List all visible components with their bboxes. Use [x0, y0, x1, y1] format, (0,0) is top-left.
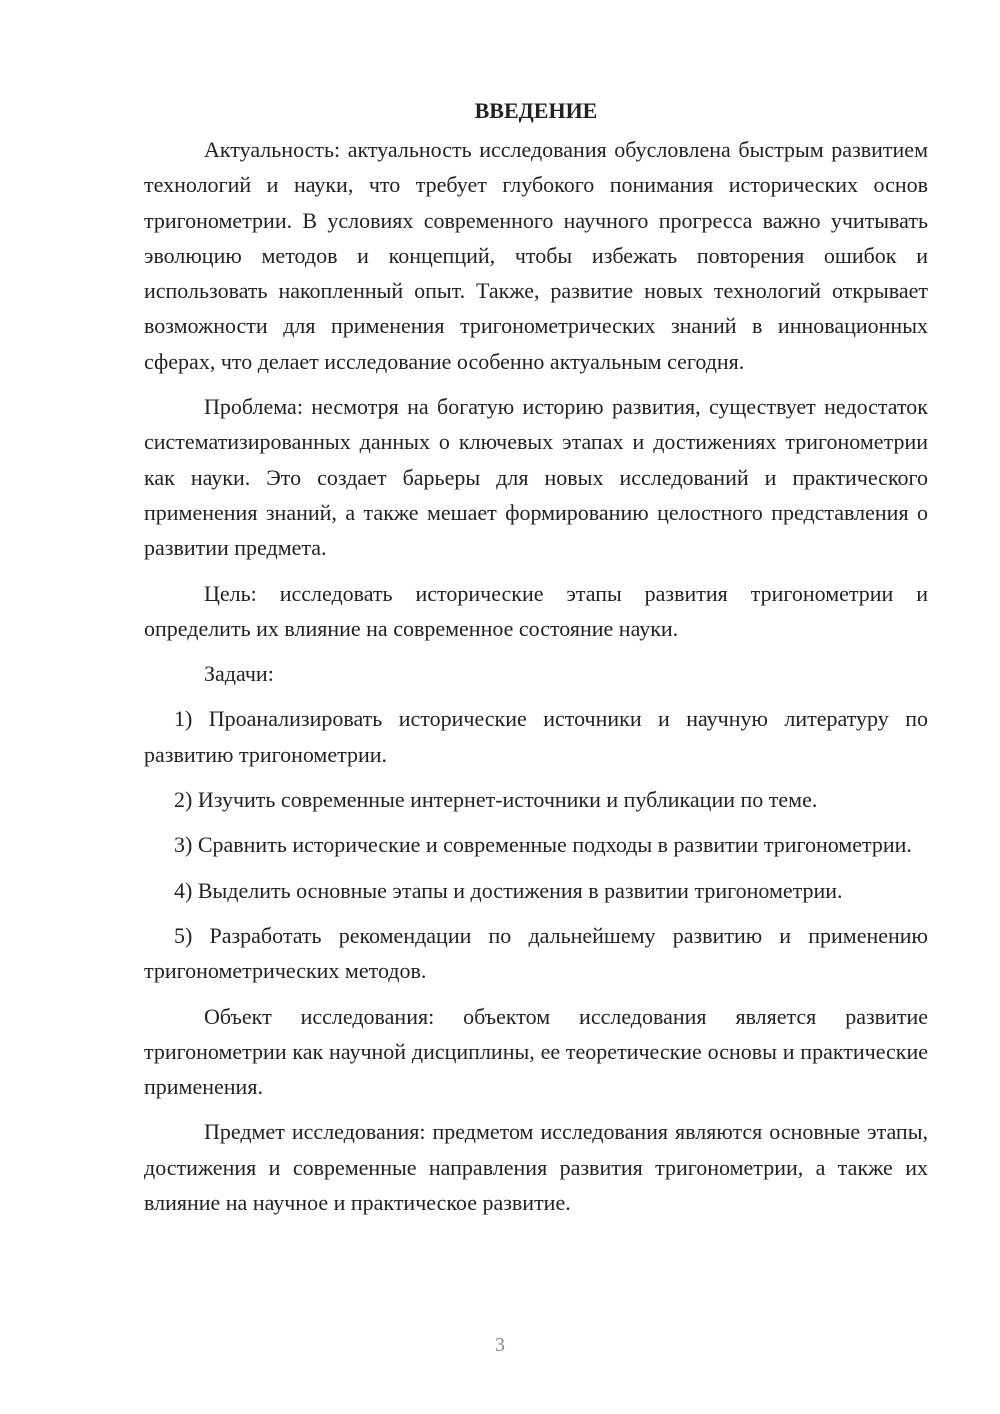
task-item-5: 5) Разработать рекомендации по дальнейшему развитию и применению тригонометрических методов. [144, 922, 928, 984]
paragraph-object: Объект исследования: объектом исследования является развитие тригонометрии как научной дисциплины, ее теоретические основы и практические применения. [144, 1003, 928, 1100]
paragraph-subject: Предмет исследования: предметом исследования являются основные этапы, достижения и современные направления развития тригонометрии, а также их влияние на научное и практическое развитие. [144, 1119, 928, 1216]
page-content [144, 96, 928, 1220]
page-number: 3 [495, 1334, 505, 1356]
paragraph-goal: Цель: исследовать исторические этапы развития тригонометрии и определить их влияние на современное состояние науки. [144, 580, 928, 641]
tasks-label: Задачи: [204, 661, 274, 687]
task-item-1: 1) Проанализировать исторические источники и научную литературу по развитию тригонометрии. [144, 706, 928, 767]
task-item-2: 2) Изучить современные интернет-источники и публикации по теме. [174, 787, 818, 813]
task-item-4: 4) Выделить основные этапы и достижения в развитии тригонометрии. [174, 877, 843, 903]
task-item-3: 3) Сравнить исторические и современные подходы в развитии тригонометрии. [174, 832, 912, 858]
section-heading: ВВЕДЕНИЕ [474, 98, 598, 123]
paragraph-problem: Проблема: несмотря на богатую историю развития, существует недостаток систематизированных данных о ключевых этапах и достижениях тригонометрии как науки. Это создает барьеры для новых исследований и практического применения знаний, а также мешает формированию целостного представления о развитии предмета. [144, 394, 928, 561]
paragraph-relevance: Актуальность: актуальность исследования обусловлена быстрым развитием технологий и науки, что требует глубокого понимания исторических основ тригонометрии. В условиях современного научного прогресса важно учитывать эволюцию методов и концепций, чтобы избежать повторения ошибок и использовать накопленный опыт. Также, развитие новых технологий открывает возможности для применения тригонометрических знаний в инновационных сферах, что делает исследование особенно актуальным сегодня. [144, 137, 928, 374]
